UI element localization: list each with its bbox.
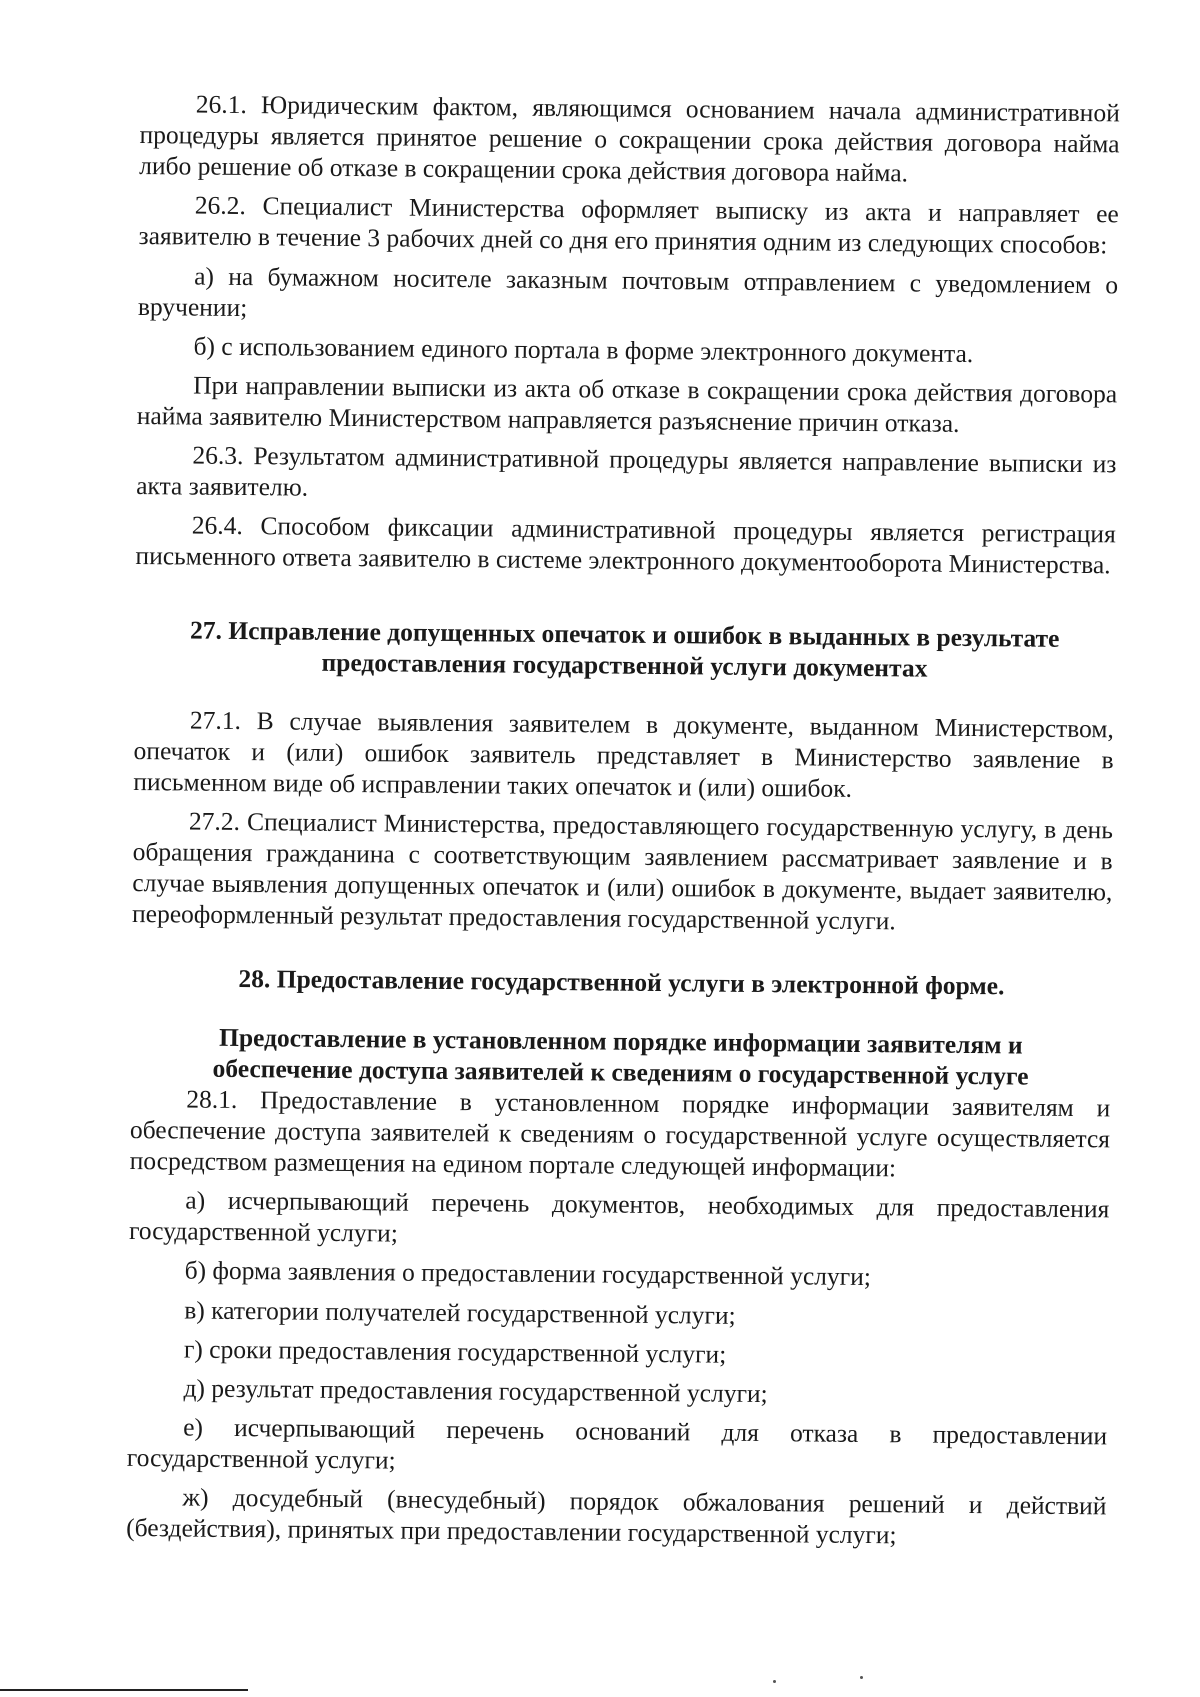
list-item-28-1-e: д) результат предоставления государственной услуги; [183, 1373, 768, 1408]
list-item-28-1-d: г) сроки предоставления государственной услуги; [183, 1334, 727, 1369]
paragraph-26-2-refusal: При направлении выписки из акта об отказе в сокращении срока действия договора найма заявителю Министерством направляется разъяснение причин отказа. [136, 370, 1118, 438]
list-item-28-1-g: ж) досудебный (внесудебный) порядок обжалования решений и действий (бездействия), принятых при предоставлении государственной услуги; [126, 1482, 1107, 1550]
paragraph-26-4: 26.4. Способом фиксации административной процедуры является регистрация письменного ответа заявителю в системе электронного документооборота Министерства. [135, 510, 1116, 580]
paragraph-26-2: 26.2. Специалист Министерства оформляет выписку из акта и направляет ее заявителю в течение 3 рабочих дней со дня его принятия одним из следующих способов: [138, 190, 1119, 260]
paragraph-28-1: 28.1. Предоставление в установленном порядке информации заявителям и обеспечение доступа заявителей к сведениям о государственной услуге осуществляется посредством размещения на едином портале следующей информации: [129, 1084, 1111, 1183]
section-28-subheading-line1: Предоставление в установленном порядке информации заявителям и [218, 1022, 1023, 1060]
footer-rule [0, 1689, 248, 1691]
paragraph-27-1: 27.1. В случае выявления заявителем в документе, выданном Министерством, опечаток и (или) ошибок заявитель представляет в Министерство заявление в письменном виде об исправлении таких опечаток и (или) ошибок. [133, 705, 1115, 803]
paragraph-26-3: 26.3. Результатом административной процедуры является направление выписки из акта заявителю. [136, 440, 1117, 502]
document-page [126, 88, 1120, 1561]
section-28-subheading-line2: обеспечение доступа заявителей к сведениям о государственной услуге [212, 1053, 1029, 1091]
list-item-26-2-b: б) с использованием единого портала в форме электронного документа. [193, 331, 974, 368]
list-item-28-1-b: б) форма заявления о предоставлении государственной услуги; [184, 1255, 872, 1292]
scan-speck [773, 1680, 776, 1683]
list-item-28-1-c: в) категории получателей государственной услуги; [184, 1294, 736, 1330]
section-27-heading-line1: 27. Исправление допущенных опечаток и ошибок в выданных в результате [189, 615, 1060, 653]
section-27-heading-line2: предоставления государственной услуги документах [321, 647, 928, 683]
paragraph-26-1: 26.1. Юридическим фактом, являющимся основанием начала административной процедуры является принятое решение о сокращении срока действия договора найма либо решение об отказе в сокращении срока действия договора найма. [139, 89, 1120, 188]
section-27-heading [134, 614, 1115, 686]
list-item-26-2-a: а) на бумажном носителе заказным почтовым отправлением с уведомлением о вручении; [137, 261, 1119, 322]
list-item-28-1-a: а) исчерпывающий перечень документов, необходимых для предоставления государственной услуги; [128, 1185, 1110, 1248]
section-28-subheading [130, 1021, 1111, 1093]
scan-speck [860, 1676, 863, 1679]
list-item-28-1-f: е) исчерпывающий перечень оснований для отказа в предоставлении государственной услуги; [126, 1412, 1108, 1475]
section-28-heading: 28. Предоставление государственной услуги в электронной форме. [238, 963, 1005, 1000]
paragraph-27-2: 27.2. Специалист Министерства, предоставляющего государственную услугу, в день обращения гражданина с соответствующим заявлением рассматривает заявление и в случае выявления допущенных опечаток и (или) ошибок в документе, выдает заявителю, переоформленный результат предоставления государственной услуги. [131, 806, 1114, 936]
